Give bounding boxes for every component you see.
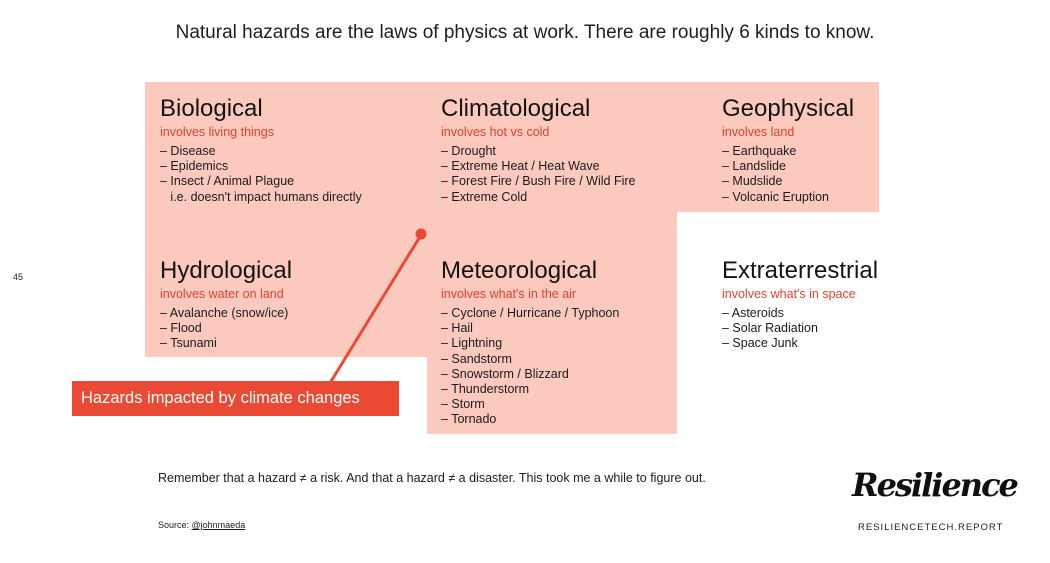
source-label: Source: xyxy=(158,520,192,530)
hazard-item: – Sandstorm xyxy=(441,351,512,366)
hazard-item: – Space Junk xyxy=(722,336,798,351)
climate-callout-label: Hazards impacted by climate changes xyxy=(72,381,399,416)
hazard-item: – Thunderstorm xyxy=(441,382,530,397)
category-name: Extraterrestrial xyxy=(722,257,879,284)
hazard-item: – Hail xyxy=(441,321,473,336)
pointer-line xyxy=(330,235,421,383)
hazard-item: – Avalanche (snow/ice) xyxy=(160,306,289,320)
hazard-item: – Snowstorm / Blizzard xyxy=(441,366,569,381)
hazard-item: – Cyclone / Hurricane / Typhoon xyxy=(441,306,620,320)
category-subtitle: involves hot vs cold xyxy=(441,125,550,139)
category-name: Hydrological xyxy=(160,257,293,284)
page-number: 45 xyxy=(13,272,24,282)
footnote: Remember that a hazard ≠ a risk. And that a hazard ≠ a disaster. This took me a while to figure out. xyxy=(158,471,706,485)
hazard-item: – Extreme Heat / Heat Wave xyxy=(441,159,600,174)
source-handle-link[interactable]: @johnmaeda xyxy=(191,520,246,530)
hazard-item: – Volcanic Eruption xyxy=(722,189,830,204)
source-credit xyxy=(158,520,245,530)
category-subtitle: involves land xyxy=(722,125,795,139)
hazard-item: – Insect / Animal Plague xyxy=(160,174,295,189)
category-subtitle: involves water on land xyxy=(160,287,284,301)
resilience-logo: Resilience xyxy=(852,466,1017,504)
hazard-item: – Lightning xyxy=(441,336,503,351)
hazard-item: – Storm xyxy=(441,397,485,412)
hazard-item: – Forest Fire / Bush Fire / Wild Fire xyxy=(441,174,636,189)
slide-title: Natural hazards are the laws of physics at work. There are roughly 6 kinds to know. xyxy=(175,22,875,43)
hazard-item: – Tornado xyxy=(441,412,497,427)
category-subtitle: involves living things xyxy=(160,125,274,139)
hazard-item: – Tsunami xyxy=(160,336,217,351)
hazard-item: – Drought xyxy=(441,144,496,158)
hazard-item: – Asteroids xyxy=(722,306,784,320)
hazard-item: – Extreme Cold xyxy=(441,189,528,204)
category-subtitle: involves what's in the air xyxy=(441,287,577,301)
category-subtitle: involves what's in space xyxy=(722,287,856,301)
hazard-item: – Flood xyxy=(160,321,202,336)
hazard-note: i.e. doesn't impact humans directly xyxy=(160,189,362,204)
hazard-item: – Epidemics xyxy=(160,159,229,174)
hazard-item: – Landslide xyxy=(722,159,786,174)
brand-url[interactable]: RESILIENCETECH.REPORT xyxy=(858,522,1004,533)
hazard-item: – Earthquake xyxy=(722,144,797,158)
pointer-dot xyxy=(416,229,427,240)
hazard-item: – Mudslide xyxy=(722,174,783,189)
category-name: Climatological xyxy=(441,95,591,122)
category-name: Meteorological xyxy=(441,257,598,284)
hazard-item: – Solar Radiation xyxy=(722,321,818,336)
category-name: Biological xyxy=(160,95,263,122)
hazard-item: – Disease xyxy=(160,144,216,158)
category-name: Geophysical xyxy=(722,95,855,122)
